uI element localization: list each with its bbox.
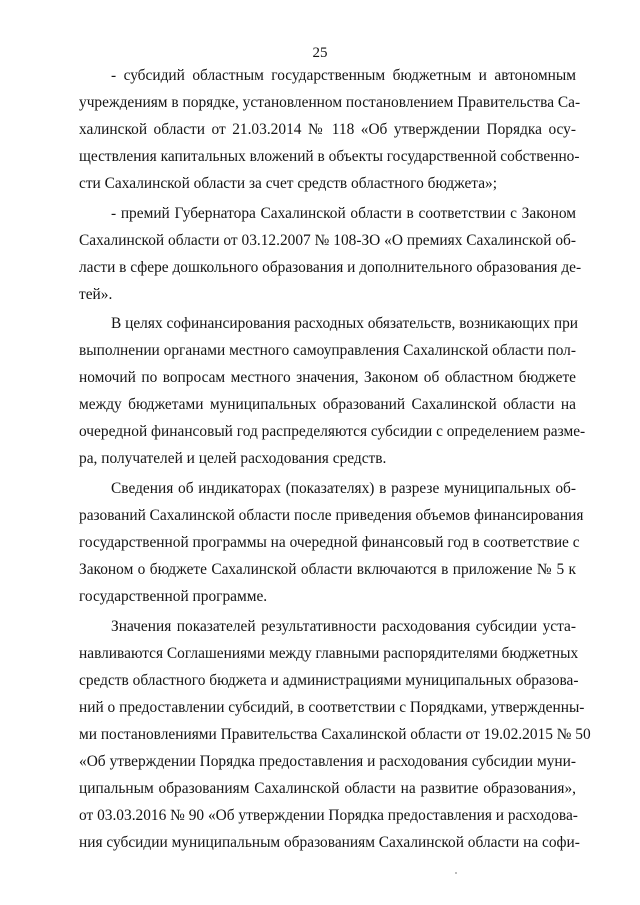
text-line: между бюджетами муниципальных образований Сахалинской области на bbox=[79, 396, 576, 413]
text-line: сти Сахалинской области за счет средств областного бюджета»; bbox=[79, 175, 498, 192]
text-line: - субсидий областным государственным бюджетным и автономным bbox=[111, 67, 576, 84]
text-line: разований Сахалинской области после приведения объемов финансирования bbox=[79, 507, 584, 524]
text-line: ми постановлениями Правительства Сахалинской области от 19.02.2015 № 50 bbox=[79, 726, 591, 743]
text-line: учреждениям в порядке, установленном постановлением Правительства Са- bbox=[79, 94, 581, 111]
text-line: государственной программы на очередной финансовый год в соответствие с bbox=[79, 534, 580, 551]
text-line: тей». bbox=[79, 286, 113, 303]
text-line: Законом о бюджете Сахалинской области включаются в приложение № 5 к bbox=[79, 561, 576, 578]
text-line: ципальным образованиям Сахалинской области на развитие образования», bbox=[79, 780, 576, 797]
page-number: 25 bbox=[312, 45, 328, 61]
text-line: халинской области от 21.03.2014 № 118 «Об утверждении Порядка осу- bbox=[79, 121, 576, 138]
text-line: государственной программе. bbox=[79, 588, 268, 605]
text-line: ласти в сфере дошкольного образования и дополнительного образования де- bbox=[79, 259, 582, 276]
text-line: ществления капитальных вложений в объекты государственной собственно- bbox=[79, 148, 580, 165]
scan-speck bbox=[455, 872, 457, 874]
text-line: - премий Губернатора Сахалинской области в соответствии с Законом bbox=[111, 205, 576, 222]
text-line: ра, получателей и целей расходования средств. bbox=[79, 450, 387, 467]
text-line: от 03.03.2016 № 90 «Об утверждении Порядка предоставления и расходова- bbox=[79, 807, 578, 824]
text-line: навливаются Соглашениями между главными распорядителями бюджетных bbox=[79, 645, 579, 662]
text-line: ний о предоставлении субсидий, в соответствии с Порядками, утвержденны- bbox=[79, 699, 585, 716]
text-line: средств областного бюджета и администрациями муниципальных образова- bbox=[79, 672, 579, 689]
text-line: Сахалинской области от 03.12.2007 № 108-ЗО «О премиях Сахалинской об- bbox=[79, 232, 576, 249]
text-line: ния субсидии муниципальным образованиям Сахалинской области на софи- bbox=[79, 834, 580, 851]
text-line: В целях софинансирования расходных обязательств, возникающих при bbox=[111, 315, 579, 332]
text-line: очередной финансовый год распределяются субсидии с определением разме- bbox=[79, 423, 586, 440]
text-line: номочий по вопросам местного значения, Законом об областном бюджете bbox=[79, 369, 576, 386]
text-line: выполнении органами местного самоуправления Сахалинской области пол- bbox=[79, 342, 576, 359]
text-line: «Об утверждении Порядка предоставления и расходования субсидии муни- bbox=[79, 753, 576, 770]
text-line: Значения показателей результативности расходования субсидии уста- bbox=[111, 618, 576, 635]
text-line: Сведения об индикаторах (показателях) в разрезе муниципальных об- bbox=[111, 480, 576, 497]
